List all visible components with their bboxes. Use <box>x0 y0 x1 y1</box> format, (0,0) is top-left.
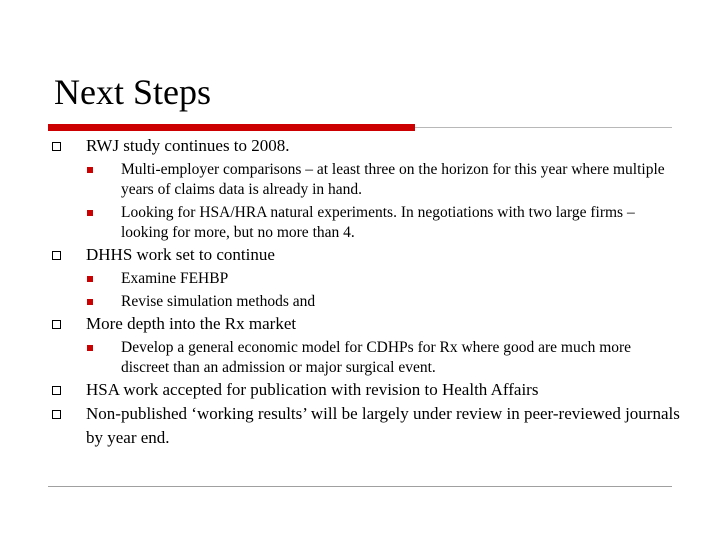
sub-bullet-text: Looking for HSA/HRA natural experiments. In negotiations with two large firms – looking for more, but no more than 4. <box>121 204 635 241</box>
sub-bullet-text: Develop a general economic model for CDHPs for Rx where good are much more discreet than an admission or major surgical event. <box>121 339 632 376</box>
sub-bullet-text: Examine FEHBP <box>121 270 229 287</box>
bullet-rwj-study <box>0 134 720 158</box>
title-accent-bar <box>48 124 415 131</box>
hollow-square-bullet-icon <box>52 251 61 260</box>
bullet-list <box>0 134 720 450</box>
hollow-square-bullet-icon <box>52 410 61 419</box>
bullet-dhhs-work <box>0 243 720 267</box>
bullet-text: More depth into the Rx market <box>86 314 297 333</box>
sub-bullet-hsa-hra <box>0 203 720 243</box>
sub-bullet-fehbp <box>0 269 720 289</box>
slide-title: Next Steps <box>54 72 211 112</box>
footer-rule <box>48 486 672 487</box>
bullet-text: Non-published ‘working results’ will be largely under review in peer-reviewed journals by year end. <box>86 404 680 447</box>
sub-bullet-economic-model <box>0 338 720 378</box>
bullet-text: RWJ study continues to 2008. <box>86 136 290 155</box>
hollow-square-bullet-icon <box>52 386 61 395</box>
bullet-working-results <box>0 402 720 450</box>
red-square-bullet-icon <box>87 299 93 305</box>
red-square-bullet-icon <box>87 167 93 173</box>
sub-bullet-multi-employer <box>0 160 720 200</box>
bullet-rx-market <box>0 312 720 336</box>
red-square-bullet-icon <box>87 210 93 216</box>
red-square-bullet-icon <box>87 345 93 351</box>
bullet-text: DHHS work set to continue <box>86 245 275 264</box>
bullet-hsa-publication <box>0 378 720 402</box>
bullet-text: HSA work accepted for publication with revision to Health Affairs <box>86 380 539 399</box>
sub-bullet-text: Revise simulation methods and <box>121 293 316 310</box>
red-square-bullet-icon <box>87 276 93 282</box>
hollow-square-bullet-icon <box>52 142 61 151</box>
hollow-square-bullet-icon <box>52 320 61 329</box>
sub-bullet-text: Multi-employer comparisons – at least three on the horizon for this year where multiple years of claims data is already in hand. <box>121 161 665 198</box>
sub-bullet-simulation <box>0 292 720 312</box>
